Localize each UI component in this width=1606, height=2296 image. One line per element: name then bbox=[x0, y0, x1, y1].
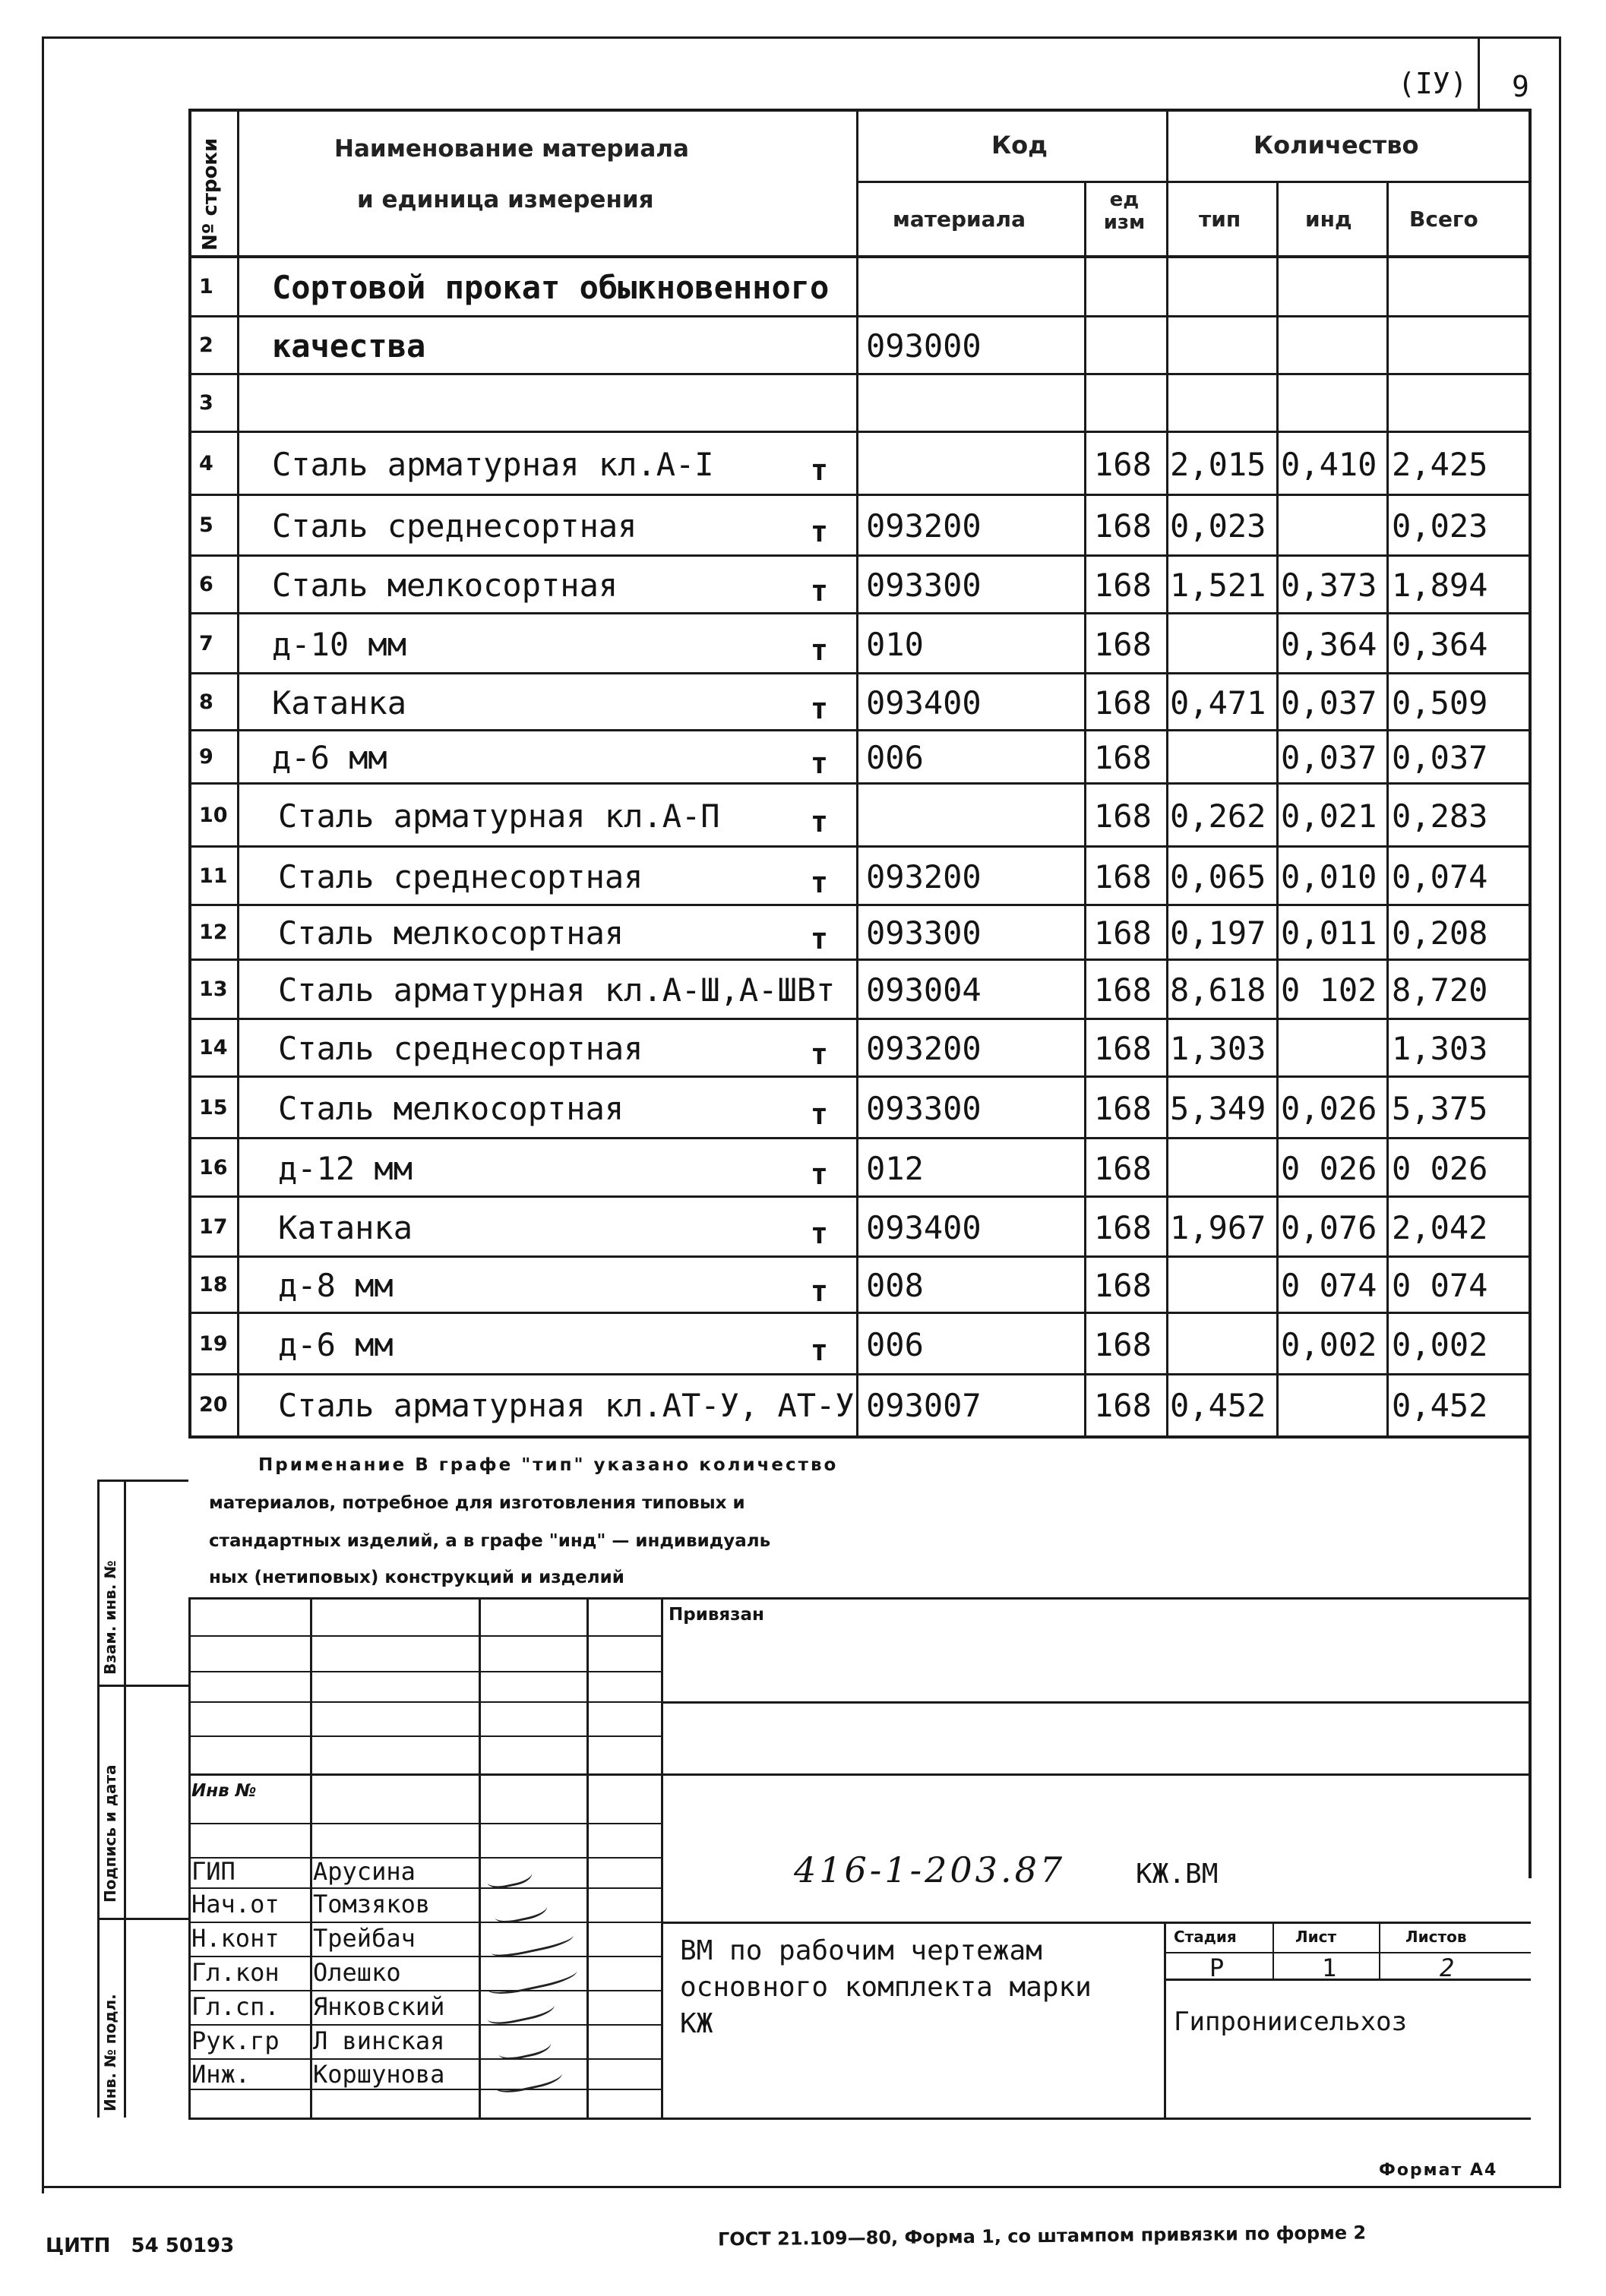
unit-of-measure: т bbox=[811, 1037, 828, 1071]
material-name: Сталь среднесортная bbox=[278, 1030, 643, 1067]
unit-of-measure: т bbox=[811, 515, 828, 548]
note-line1: Применание В графе "тип" указано количество bbox=[258, 1455, 839, 1475]
qty-ind: 0 026 bbox=[1281, 1149, 1377, 1187]
document-code: 416-1-203.87 bbox=[794, 1849, 1066, 1890]
material-name: Сталь мелкосортная bbox=[272, 567, 618, 604]
material-code: 093200 bbox=[866, 507, 982, 545]
stamp-person-name: Олешко bbox=[313, 1958, 401, 1987]
qty-typ: 0,065 bbox=[1170, 857, 1266, 895]
inv-no-label: Инв № bbox=[191, 1781, 257, 1801]
material-name: д-6 мм bbox=[278, 1325, 394, 1363]
material-code: 093007 bbox=[866, 1386, 982, 1424]
row-number: 15 bbox=[199, 1095, 228, 1120]
unit-code: 168 bbox=[1094, 625, 1152, 663]
name-header-line2: и единица измерения bbox=[357, 186, 654, 213]
qty-ind: 0,026 bbox=[1281, 1089, 1377, 1127]
material-code: 093200 bbox=[866, 1030, 982, 1067]
qty-total: 0,509 bbox=[1392, 684, 1488, 722]
document-mark: КЖ.ВМ bbox=[1136, 1859, 1219, 1890]
stamp-role: Рук.гр bbox=[191, 2026, 280, 2055]
unit-of-measure: т bbox=[811, 574, 828, 608]
stamp-person-name: Л винская bbox=[313, 2026, 445, 2055]
material-code: 006 bbox=[866, 739, 924, 776]
material-name: д-8 мм bbox=[278, 1267, 394, 1304]
qty-total: 0,452 bbox=[1392, 1386, 1488, 1424]
material-name: д-6 мм bbox=[272, 739, 387, 776]
privyazan-label: Привязан bbox=[669, 1605, 764, 1625]
qty-total: 0,002 bbox=[1392, 1325, 1488, 1363]
row-number: 18 bbox=[199, 1273, 228, 1296]
material-code: 006 bbox=[866, 1325, 924, 1363]
unit-code: 168 bbox=[1094, 914, 1152, 952]
material-name: Сталь мелкосортная bbox=[278, 914, 624, 952]
quantity-header: Количество bbox=[1254, 131, 1419, 159]
row-number: 20 bbox=[199, 1392, 228, 1416]
material-name: Сталь арматурная кл.А-П bbox=[278, 797, 720, 835]
qty-total: 0,074 bbox=[1392, 857, 1488, 895]
unit-of-measure: т bbox=[811, 1157, 828, 1191]
stamp-title-line2: основного комплекта марки bbox=[680, 1972, 1092, 2003]
row-number: 7 bbox=[199, 631, 213, 655]
signature-mark bbox=[485, 1860, 534, 1891]
qty-total: 0,023 bbox=[1392, 507, 1488, 545]
sheets-label: Листов bbox=[1405, 1928, 1467, 1946]
name-header-line1: Наименование материала bbox=[334, 135, 689, 163]
row-number: 10 bbox=[199, 803, 228, 827]
row-number: 11 bbox=[199, 864, 228, 888]
material-name: д-12 мм bbox=[278, 1149, 413, 1187]
code-header: Код bbox=[991, 131, 1048, 159]
unit-of-measure: т bbox=[811, 633, 828, 667]
stamp-person-name: Арусина bbox=[313, 1857, 416, 1886]
material-name: Сортовой прокат обыкновенного bbox=[272, 269, 830, 306]
qty-total: 0,208 bbox=[1392, 914, 1488, 952]
material-name: качества bbox=[272, 327, 426, 365]
stamp-role: Гл.кон bbox=[191, 1958, 280, 1987]
stamp-person-name: Томзяков bbox=[313, 1890, 431, 1919]
unit-of-measure: т bbox=[811, 1333, 828, 1367]
row-number: 1 bbox=[199, 275, 213, 298]
footer-left: ЦИТП 54 50193 bbox=[46, 2234, 235, 2257]
material-code: 093300 bbox=[866, 914, 982, 952]
qty-typ: 8,618 bbox=[1170, 971, 1266, 1009]
stamp-person-name: Трейбач bbox=[313, 1924, 416, 1953]
row-number: 17 bbox=[199, 1214, 228, 1239]
side-sign-date: Подпись и дата bbox=[101, 1764, 119, 1903]
unit-of-measure: т bbox=[811, 1274, 828, 1308]
signature-mark bbox=[485, 1958, 578, 1998]
qty-total-header: Всего bbox=[1409, 207, 1478, 232]
qty-typ: 2,015 bbox=[1170, 445, 1266, 483]
row-number: 16 bbox=[199, 1155, 228, 1180]
sheet-label: Лист bbox=[1295, 1928, 1337, 1946]
stamp-role: Н.конт bbox=[191, 1924, 280, 1953]
qty-ind: 0 102 bbox=[1281, 971, 1377, 1009]
qty-ind: 0,364 bbox=[1281, 625, 1377, 663]
stamp-title-line3: КЖ bbox=[680, 2008, 713, 2039]
unit-of-measure: т bbox=[811, 691, 828, 725]
qty-typ: 1,967 bbox=[1170, 1208, 1266, 1246]
material-code: 093400 bbox=[866, 1208, 982, 1246]
qty-total: 1,303 bbox=[1392, 1030, 1488, 1067]
frame-top bbox=[42, 36, 1561, 39]
unit-code: 168 bbox=[1094, 684, 1152, 722]
row-number: 2 bbox=[199, 333, 213, 357]
material-code: 093300 bbox=[866, 567, 982, 604]
qty-typ: 0,452 bbox=[1170, 1386, 1266, 1424]
stamp-role: Гл.сп. bbox=[191, 1992, 280, 2021]
frame-left bbox=[42, 36, 44, 2193]
material-name: Сталь арматурная кл.АТ-У, АТ-У bbox=[278, 1386, 855, 1424]
row-number: 12 bbox=[199, 921, 228, 944]
unit-of-measure: т bbox=[811, 1097, 828, 1131]
qty-typ: 0,471 bbox=[1170, 684, 1266, 722]
frame-right bbox=[1559, 36, 1561, 2186]
qty-total: 1,894 bbox=[1392, 567, 1488, 604]
qty-typ: 1,303 bbox=[1170, 1030, 1266, 1067]
unit-code: 168 bbox=[1094, 971, 1152, 1009]
material-code: 093300 bbox=[866, 1089, 982, 1127]
frame-bottom bbox=[42, 2186, 1561, 2188]
qty-total: 0 026 bbox=[1392, 1149, 1488, 1187]
material-code: 093004 bbox=[866, 971, 982, 1009]
row-number: 4 bbox=[199, 451, 213, 475]
qty-ind: 0,076 bbox=[1281, 1208, 1377, 1246]
material-name: д-10 мм bbox=[272, 625, 407, 663]
qty-ind: 0,010 bbox=[1281, 857, 1377, 895]
unit-of-measure: т bbox=[811, 804, 828, 838]
unit-code: 168 bbox=[1094, 445, 1152, 483]
material-code: 008 bbox=[866, 1267, 924, 1304]
qty-typ-header: тип bbox=[1199, 207, 1241, 232]
qty-ind: 0,410 bbox=[1281, 445, 1377, 483]
material-code: 093200 bbox=[866, 857, 982, 895]
qty-ind: 0,373 bbox=[1281, 567, 1377, 604]
material-code: 010 bbox=[866, 625, 924, 663]
qty-typ: 0,023 bbox=[1170, 507, 1266, 545]
qty-ind-header: инд bbox=[1305, 207, 1352, 232]
stamp-title-line1: ВМ по рабочим чертежам bbox=[680, 1935, 1042, 1966]
unit-of-measure: т bbox=[811, 747, 828, 780]
row-number: 13 bbox=[199, 977, 228, 1001]
stamp-role: Нач.от bbox=[191, 1890, 280, 1919]
qty-typ: 0,262 bbox=[1170, 797, 1266, 835]
qty-total: 2,042 bbox=[1392, 1208, 1488, 1246]
qty-typ: 5,349 bbox=[1170, 1089, 1266, 1127]
qty-ind: 0,002 bbox=[1281, 1325, 1377, 1363]
row-number: 19 bbox=[199, 1331, 228, 1356]
row-number: 5 bbox=[199, 513, 213, 537]
qty-typ: 0,197 bbox=[1170, 914, 1266, 952]
qty-typ: 1,521 bbox=[1170, 567, 1266, 604]
unit-code: 168 bbox=[1094, 797, 1152, 835]
note-line4: ных (нетиповых) конструкций и изделий bbox=[209, 1568, 624, 1587]
qty-total: 5,375 bbox=[1392, 1089, 1488, 1127]
unit-code: 168 bbox=[1094, 567, 1152, 604]
qty-ind: 0,021 bbox=[1281, 797, 1377, 835]
row-number: 9 bbox=[199, 745, 213, 769]
row-number: 3 bbox=[199, 391, 213, 415]
qty-ind: 0 074 bbox=[1281, 1267, 1377, 1304]
row-number: 8 bbox=[199, 690, 213, 714]
qty-total: 2,425 bbox=[1392, 445, 1488, 483]
material-name: Сталь среднесортная bbox=[278, 857, 643, 895]
stage-value: Р bbox=[1209, 1953, 1225, 1982]
unit-code: 168 bbox=[1094, 1325, 1152, 1363]
material-code-header: материала bbox=[893, 207, 1026, 232]
material-name: Сталь среднесортная bbox=[272, 507, 637, 545]
unit-of-measure: т bbox=[811, 865, 828, 899]
row-number-header: Nº строки bbox=[199, 137, 222, 251]
signature-mark bbox=[485, 1992, 556, 2028]
qty-ind: 0,037 bbox=[1281, 684, 1377, 722]
material-name: Катанка bbox=[278, 1208, 413, 1246]
row-number: 6 bbox=[199, 573, 213, 596]
unit-code: 168 bbox=[1094, 1030, 1152, 1067]
unit-code: 168 bbox=[1094, 1149, 1152, 1187]
unit-code: 168 bbox=[1094, 1267, 1152, 1304]
unit-code: 168 bbox=[1094, 507, 1152, 545]
unit-code: 168 bbox=[1094, 739, 1152, 776]
stamp-role: ГИП bbox=[191, 1857, 236, 1886]
unit-of-measure: т bbox=[811, 922, 828, 955]
material-name: Сталь арматурная кл.А-I bbox=[272, 445, 714, 483]
side-vz-inv: Взам. инв. № bbox=[101, 1560, 119, 1675]
qty-ind: 0,011 bbox=[1281, 914, 1377, 952]
note-line2: материалов, потребное для изготовления типовых и bbox=[209, 1493, 745, 1513]
material-code: 093400 bbox=[866, 684, 982, 722]
stamp-role: Инж. bbox=[191, 2060, 251, 2089]
unit-code-header: ед изм bbox=[1103, 188, 1146, 234]
top-code: (IУ) bbox=[1398, 67, 1468, 100]
sheet-value: 1 bbox=[1322, 1953, 1337, 1982]
unit-code: 168 bbox=[1094, 1386, 1152, 1424]
material-code: 093000 bbox=[866, 327, 982, 365]
material-name: Сталь арматурная кл.А-Ш,А-ШВт bbox=[278, 971, 836, 1009]
stamp-person-name: Янковский bbox=[313, 1992, 445, 2021]
sheet-number: 9 bbox=[1512, 70, 1529, 103]
qty-total: 0,037 bbox=[1392, 739, 1488, 776]
unit-code: 168 bbox=[1094, 1208, 1152, 1246]
qty-total: 8,720 bbox=[1392, 971, 1488, 1009]
material-code: 012 bbox=[866, 1149, 924, 1187]
material-name: Катанка bbox=[272, 684, 407, 722]
sheets-value: 2 bbox=[1440, 1953, 1455, 1982]
material-name: Сталь мелкосортная bbox=[278, 1089, 624, 1127]
side-inv-podl: Инв. № подл. bbox=[101, 1994, 119, 2111]
qty-total: 0 074 bbox=[1392, 1267, 1488, 1304]
stage-label: Стадия bbox=[1174, 1928, 1237, 1946]
row-number: 14 bbox=[199, 1036, 228, 1060]
format-label: Формат А4 bbox=[1379, 2161, 1498, 2180]
note-line3: стандартных изделий, а в графе "инд" — индивидуаль bbox=[209, 1531, 771, 1551]
unit-of-measure: т bbox=[811, 1216, 828, 1250]
unit-of-measure: т bbox=[811, 453, 828, 487]
organization: Гипрониисельхоз bbox=[1174, 2007, 1408, 2037]
footer-gost: ГОСТ 21.109—80, Форма 1, со штампом привязки по форме 2 bbox=[717, 2222, 1367, 2250]
qty-total: 0,283 bbox=[1392, 797, 1488, 835]
signature-mark bbox=[492, 2061, 564, 2096]
stamp-person-name: Коршунова bbox=[313, 2060, 445, 2089]
qty-total: 0,364 bbox=[1392, 625, 1488, 663]
unit-code: 168 bbox=[1094, 1089, 1152, 1127]
unit-code: 168 bbox=[1094, 857, 1152, 895]
qty-ind: 0,037 bbox=[1281, 739, 1377, 776]
